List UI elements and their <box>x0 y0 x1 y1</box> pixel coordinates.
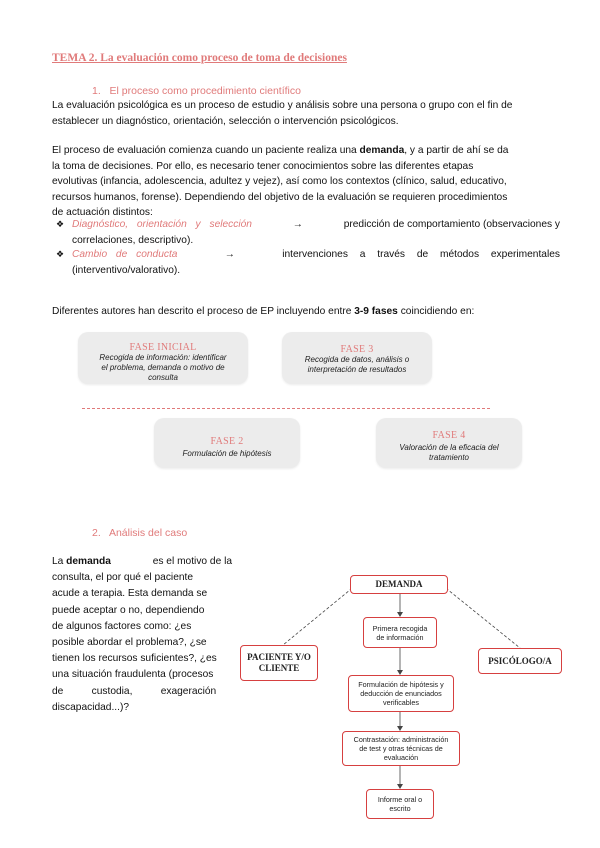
text-line: evolutivas (infancia, adolescencia, adultez y vejez), así como los contextos (clínico, salud, educativo, <box>52 176 507 188</box>
bullet-text: intervenciones a través de métodos experimentales <box>282 249 560 260</box>
section-title: El proceso como procedimiento científico <box>109 85 301 97</box>
text-line: recursos humanos, forense). Dependiendo del objetivo de la evaluación se requieren procedimientos <box>52 191 508 203</box>
text-line: Informe oral o <box>377 795 423 804</box>
text-line: Recogida de datos, análisis o <box>304 355 410 364</box>
text-line: el problema, demanda o motivo de <box>101 363 225 372</box>
text-line: Valoración de la eficacia del <box>399 443 499 452</box>
node-formulacion-hipotesis <box>348 675 454 712</box>
phase-title: FASE 3 <box>340 344 374 355</box>
bullet-term: Diagnóstico, orientación y selección <box>72 219 252 230</box>
text-line: evaluación <box>383 753 419 762</box>
text-line: una situación fraudulenta (procesos <box>52 669 214 681</box>
text-span: Diferentes autores han descrito el proceso de EP incluyendo entre <box>52 306 355 317</box>
text-line: acude a terapia. Esta demanda se <box>52 588 208 600</box>
text-line: la toma de decisiones. Por ello, es necesario tener conocimientos sobre las diferentes etapas <box>52 160 474 172</box>
node-psicologo: PSICÓLOGO/A <box>478 648 562 674</box>
text-line: puede aceptar o no, dependiendo <box>52 604 205 616</box>
text-line: de actuación distintos: <box>52 207 153 219</box>
connector-line <box>442 585 520 648</box>
text-line: verificables <box>383 698 419 707</box>
diamond-bullet-icon: ❖ <box>56 219 65 229</box>
text-line: interpretación de resultados <box>307 365 407 374</box>
phase-title: FASE 4 <box>432 430 466 441</box>
keyword-demanda: demanda <box>359 145 405 156</box>
section-title: Análisis del caso <box>108 527 188 539</box>
text-line: Primera recogida <box>372 623 428 633</box>
arrow: → <box>224 249 235 260</box>
node-demanda: DEMANDA <box>350 575 448 594</box>
text-span: coincidiendo en: <box>397 306 475 317</box>
phase-title: FASE 2 <box>210 436 244 447</box>
text-line: CLIENTE <box>258 663 300 673</box>
bullet-text-cont: correlaciones, descriptivo). <box>72 234 194 246</box>
diamond-bullet-icon: ❖ <box>56 249 65 259</box>
section-number: 2. <box>92 527 101 539</box>
text-line: deducción de enunciados <box>360 689 442 698</box>
text-span: es el motivo de la <box>152 556 232 567</box>
phase-desc: Formulación de hipótesis <box>182 449 272 458</box>
text-line: posible abordar el problema?, ¿se <box>52 637 207 649</box>
bullet-text-cont: (interventivo/valorativo). <box>72 264 181 276</box>
node-contrastacion <box>342 731 460 766</box>
phase-title: FASE INICIAL <box>129 342 197 353</box>
node-informe <box>366 789 434 819</box>
text-span: El proceso de evaluación comienza cuando un paciente realiza una <box>52 145 360 156</box>
text-line: consulta <box>148 373 178 382</box>
text-line: La evaluación psicológica es un proceso de estudio y análisis sobre una persona o grupo con el fin de <box>52 100 513 111</box>
text-line: de algunos factores como: ¿es <box>52 620 192 632</box>
text-line: tratamiento <box>428 453 470 462</box>
text-line: establecer un diagnóstico, orientación, selección o intervención psicológicos. <box>52 115 399 127</box>
node-primera-recogida <box>363 617 437 648</box>
text-line: de información <box>376 632 424 642</box>
text-line: discapacidad...)? <box>52 701 130 713</box>
page-title: TEMA 2. La evaluación como proceso de toma de decisiones <box>52 52 347 64</box>
text-line: tienen los recursos suficientes?, ¿es <box>52 653 217 665</box>
text-span: , y a partir de ahí se da <box>404 145 509 156</box>
keyword-fases: 3-9 fases <box>354 306 398 317</box>
keyword-demanda: demanda <box>66 556 111 567</box>
text-line: Recogida de información: identificar <box>99 353 227 362</box>
connector-line <box>283 585 356 645</box>
text-line: Contrastación: administración <box>353 735 449 744</box>
text-line: escrito <box>389 804 411 813</box>
bullet-term: Cambio de conducta <box>72 249 178 260</box>
text-line: de custodia, exageración <box>52 685 217 697</box>
text-line: consulta, el por qué el paciente <box>52 572 194 584</box>
arrow: → <box>292 219 303 230</box>
text-line: Formulación de hipótesis y <box>358 680 444 689</box>
text-line: de test y otras técnicas de <box>359 744 443 753</box>
text-line: PACIENTE Y/O <box>247 652 311 662</box>
node-paciente-cliente <box>240 645 318 681</box>
text-span: La <box>52 556 67 567</box>
bullet-text: predicción de comportamiento (observaciones y <box>343 219 560 230</box>
section-number: 1. <box>92 85 101 97</box>
